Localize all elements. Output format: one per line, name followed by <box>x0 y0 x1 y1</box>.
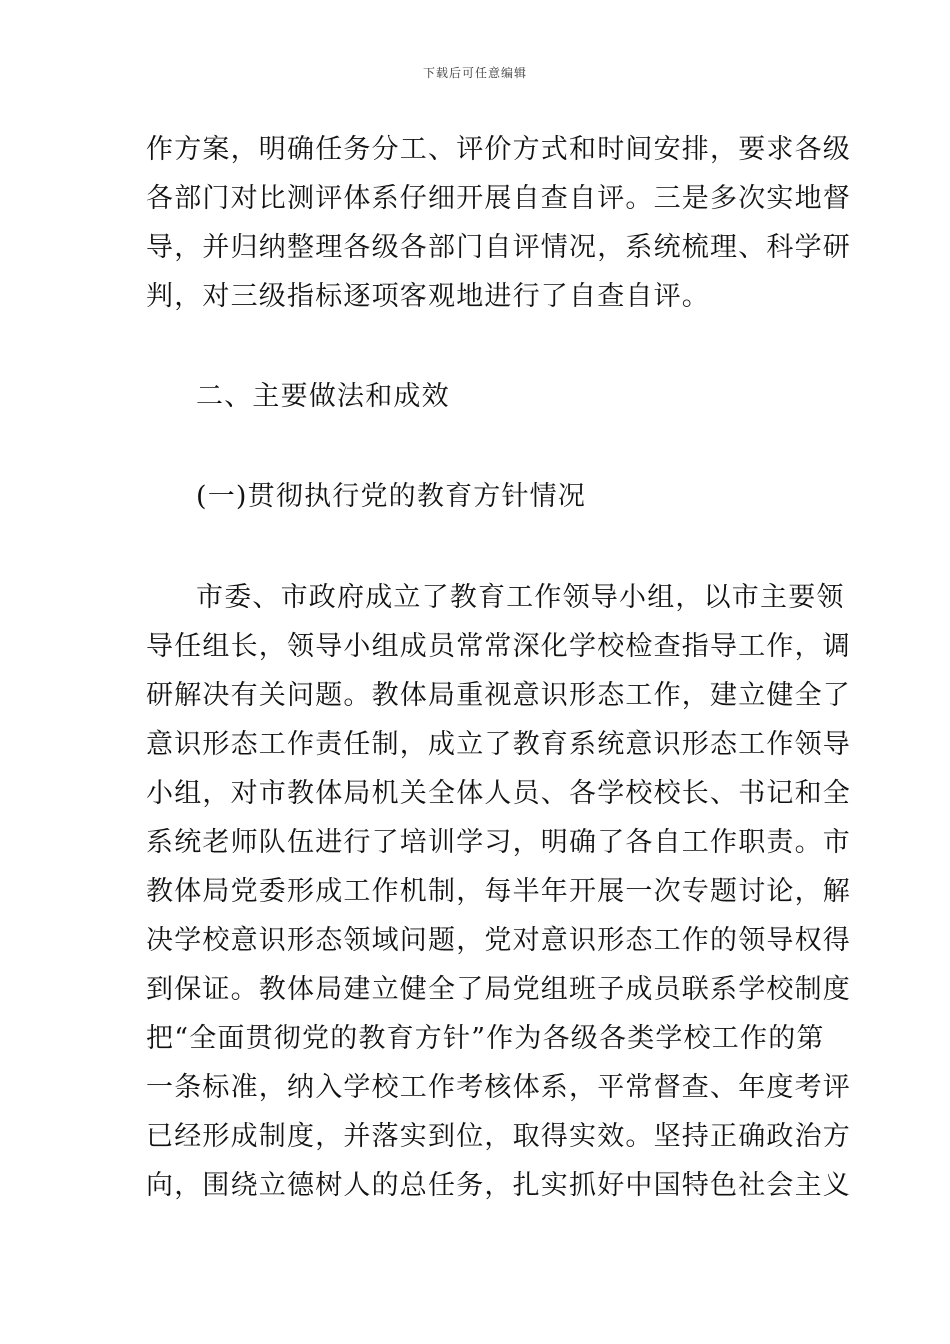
page-header: 下载后可任意编辑 <box>422 66 527 80</box>
text-line: 判，对三级指标逐项客观地进行了自查自评。 <box>146 281 710 312</box>
text-line: 系统老师队伍进行了培训学习，明确了各自工作职责。市 <box>146 827 851 858</box>
subsection-heading: (一)贯彻执行党的教育方针情况 <box>196 481 587 512</box>
text-line: 市委、市政府成立了教育工作领导小组，以市主要领 <box>196 582 845 613</box>
text-line: 意识形态工作责任制，成立了教育系统意识形态工作领导 <box>146 729 851 760</box>
text-line: 小组，对市教体局机关全体人员、各学校校长、书记和全 <box>146 778 851 809</box>
text-line: 向，围绕立德树人的总任务，扎实抓好中国特色社会主义 <box>146 1170 851 1201</box>
text-line: 把“全面贯彻党的教育方针”作为各级各类学校工作的第 <box>146 1023 825 1054</box>
text-line: 决学校意识形态领域问题，党对意识形态工作的领导权得 <box>146 925 851 956</box>
text-line: 各部门对比测评体系仔细开展自查自评。三是多次实地督 <box>146 183 851 214</box>
text-line: 作方案，明确任务分工、评价方式和时间安排，要求各级 <box>146 134 851 165</box>
text-line: 导，并归纳整理各级各部门自评情况，系统梳理、科学研 <box>146 232 851 263</box>
text-line: 已经形成制度，并落实到位，取得实效。坚持正确政治方 <box>146 1121 851 1152</box>
text-line: 导任组长，领导小组成员常常深化学校检查指导工作，调 <box>146 631 851 662</box>
text-line: 到保证。教体局建立健全了局党组班子成员联系学校制度 <box>146 974 851 1005</box>
text-line: 研解决有关问题。教体局重视意识形态工作，建立健全了 <box>146 680 851 711</box>
text-line: 一条标准，纳入学校工作考核体系，平常督查、年度考评 <box>146 1072 851 1103</box>
section-heading: 二、主要做法和成效 <box>196 381 450 412</box>
text-line: 教体局党委形成工作机制，每半年开展一次专题讨论，解 <box>146 876 851 907</box>
